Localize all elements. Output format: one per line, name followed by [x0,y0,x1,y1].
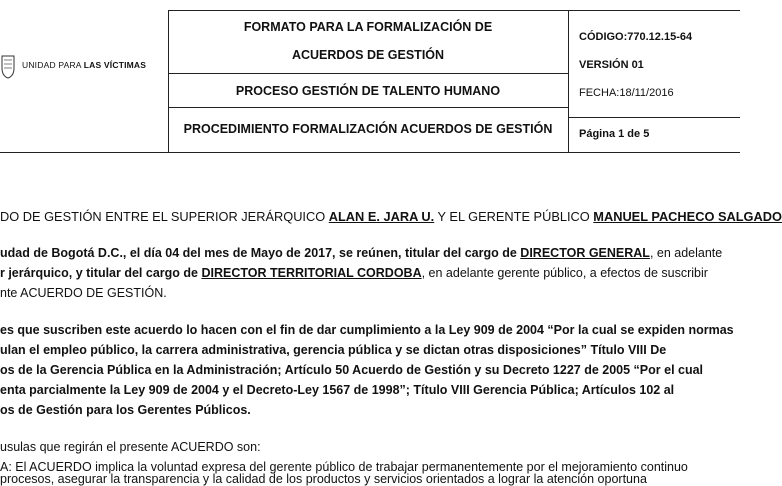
superior-role: DIRECTOR GENERAL [520,246,650,260]
header-divider [168,10,740,11]
paragraph-line: enta parcialmente la Ley 909 de 2004 y el Decreto-Ley 1567 de 1998”; Título VIII Gerencia Pública; Artículos 102 al [0,383,675,397]
process-name: PROCESO GESTIÓN DE TALENTO HUMANO [235,84,501,98]
header-divider [0,152,740,153]
coat-of-arms-icon [0,52,22,80]
procedure-name: PROCEDIMIENTO FORMALIZACIÓN ACUERDOS DE GESTIÓN [183,122,553,136]
paragraph-line: udad de Bogotá D.C., el día 04 del mes de Mayo de 2017, se reúnen, titular del cargo de DIRECTOR GENERAL, en adelante [0,246,723,260]
paragraph-line: nte ACUERDO DE GESTIÓN. [0,286,167,300]
form-title-line1: FORMATO PARA LA FORMALIZACIÓN DE [243,20,493,34]
paragraph-line: es que suscriben este acuerdo lo hacen con el fin de dar cumplimiento a la Ley 909 de 2004 “Por la cual se expiden normas [0,323,734,337]
paragraph-line: r jerárquico, y titular del cargo de DIRECTOR TERRITORIAL CORDOBA, en adelante gerente público, a efectos de suscribir [0,266,708,280]
header-divider [568,117,740,118]
superior-name: ALAN E. JARA U. [328,209,435,224]
gerente-name: MANUEL PACHECO SALGADO [593,209,782,224]
document-date: FECHA:18/11/2016 [579,87,674,99]
logo-wordmark: UNIDAD PARA LAS VÍCTIMAS [22,60,147,70]
paragraph-line: A: El ACUERDO implica la voluntad expresa del gerente público de trabajar permanentemente por el mejoramiento continuo [0,460,688,474]
paragraph-line: os de la Gerencia Pública en la Administración; Artículo 50 Acuerdo de Gestión y su Decreto 1227 de 2005 “Por el cual [0,363,704,377]
paragraph-line: os de Gestión para los Gerentes Públicos. [0,403,251,417]
document-code: CÓDIGO:770.12.15-64 [579,31,693,43]
document-version: VERSIÓN 01 [579,59,644,71]
paragraph-line: ulan el empleo público, la carrera administrativa, gerencia pública y se dictan otras disposiciones” Título VIII De [0,343,667,357]
page-number: Página 1 de 5 [579,128,650,140]
header-divider [168,107,568,108]
paragraph-line: usulas que regirán el presente ACUERDO son: [0,440,261,454]
paragraph-line: procesos, asegurar la transparencia y la calidad de los productos y servicios orientados a lograr la atención oportuna [0,472,647,486]
agreement-title-line: DO DE GESTIÓN ENTRE EL SUPERIOR JERÁRQUICO ALAN E. JARA U. Y EL GERENTE PÚBLICO MANUEL PACHECO SALGADO [0,209,782,224]
header-divider [568,10,569,152]
document-header [0,0,740,152]
header-divider [168,73,568,74]
gerente-role: DIRECTOR TERRITORIAL CORDOBA [201,266,422,280]
form-title-line2: ACUERDOS DE GESTIÓN [291,48,445,62]
